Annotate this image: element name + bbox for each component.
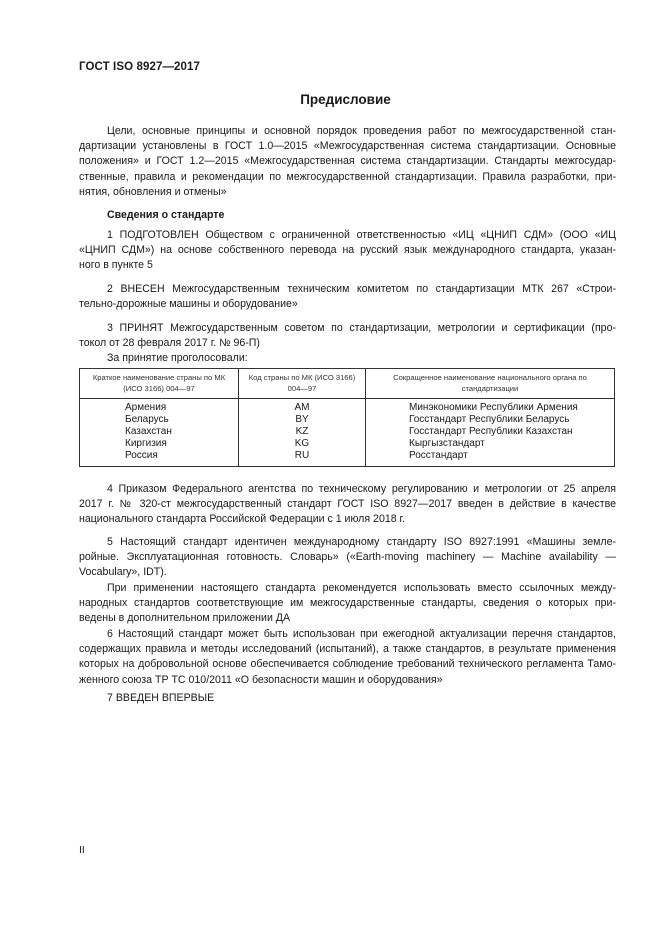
document-code: ГОСТ ISO 8927—2017 [79, 61, 201, 73]
table-header-cell: Краткое наименование страны по МК (ИСО 3166) 004—97 [80, 369, 239, 399]
country-code-cell: RU [239, 450, 366, 467]
text-line: женного союза ТР ТС 010/2011 «О безопасности машин и оборудования» [79, 673, 443, 686]
text-line: 6 Настоящий стандарт может быть использован при ежегодной актуализации перечня стандартов, [107, 628, 616, 640]
text-line: «ЦНИП СДМ») на основе собственного перевода на русский язык международного стандарта, указан- [79, 244, 616, 257]
text-line: 7 ВВЕДЕН ВПЕРВЫЕ [107, 692, 215, 704]
table-row [80, 414, 615, 426]
country-name-cell: Казахстан [80, 426, 239, 438]
item-7-paragraph [79, 691, 616, 706]
text-line: содержащих правила и методы исследований (испытаний), а также стандартов, в результате применения [79, 643, 616, 656]
text-line: токол от 28 февраля 2017 г. № 96-П) [79, 337, 260, 350]
item-2-paragraph [79, 282, 616, 312]
text-line: 2 ВНЕСЕН Межгосударственным техническим комитетом по стандартизации МТК 267 «Строи- [107, 283, 616, 295]
text-line: национального стандарта Российской Федерации с 1 июля 2018 г. [79, 513, 406, 526]
item-4-paragraph [79, 482, 616, 528]
text-line: 2017 г. № 320-ст межгосударственный стандарт ГОСТ ISO 8927—2017 введен в действие в качестве [79, 498, 616, 511]
country-name-cell: Россия [80, 450, 239, 467]
text-line: дартизации установлены в ГОСТ 1.0—2015 «Межгосударственная система стандартизации. Основные [79, 140, 616, 153]
text-line: 4 Приказом Федерального агентства по техническому регулированию и метрологии от 25 апреля [107, 483, 616, 495]
text-line: 3 ПРИНЯТ Межгосударственным советом по стандартизации, метрологии и сертификации (про- [107, 322, 616, 334]
text-line: 5 Настоящий стандарт идентичен международному стандарту ISO 8927:1991 «Машины земле- [107, 536, 616, 548]
intro-paragraph [79, 124, 616, 200]
item-1-paragraph [79, 228, 616, 274]
country-code-cell: KZ [239, 426, 366, 438]
item-5-paragraph [79, 535, 616, 626]
vote-line: За принятие проголосовали: [107, 352, 248, 365]
country-name-cell: Киргизия [80, 438, 239, 450]
standards-body-cell: Госстандарт Республики Казахстан [366, 426, 615, 438]
section-heading-text: Сведения о стандарте [107, 209, 225, 221]
country-name-cell: Беларусь [80, 414, 239, 426]
text-line: ройные. Эксплуатационная готовность. Словарь» («Earth-moving machinery — Machine availability — [79, 551, 616, 564]
section-heading [79, 208, 616, 223]
country-code-cell: BY [239, 414, 366, 426]
text-line: ственные, правила и рекомендации по межгосударственной стандартизации. Правила разработки, при- [79, 170, 616, 183]
item-3-paragraph [79, 321, 616, 367]
text-line: народных стандартов соответствующие им межгосударственные стандарты, сведения о которых при- [79, 596, 616, 609]
standards-body-cell: Кыргызстандарт [366, 438, 615, 450]
table-row [80, 399, 615, 415]
text-line: Цели, основные принципы и основной порядок проведения работ по межгосударственной стан- [107, 125, 616, 137]
table-row [80, 438, 615, 450]
table-header-cell: Сокращенное наименование национального органа по стандартизации [366, 369, 615, 399]
country-code-cell: KG [239, 438, 366, 450]
text-line: 1 ПОДГОТОВЛЕН Обществом с ограниченной ответственностью «ИЦ «ЦНИП СДМ» (ООО «ИЦ [107, 229, 616, 241]
page-number: II [79, 844, 85, 856]
text-line: которых на добровольной основе обеспечивается соблюдение требований технического регламента Тамо- [79, 658, 616, 671]
table-row [80, 426, 615, 438]
text-line: положения» и ГОСТ 1.2—2015 «Межгосударственная система стандартизации. Стандарты межгосудар- [79, 155, 616, 168]
text-line: ного в пункте 5 [79, 259, 153, 272]
table-header-cell: Код страны по МК (ИСО 3166) 004—97 [239, 369, 366, 399]
text-line: ведены в дополнительном приложении ДА [79, 612, 291, 625]
standards-body-cell: Госстандарт Республики Беларусь [366, 414, 615, 426]
text-line: При применении настоящего стандарта рекомендуется использовать вместо ссылочных между- [107, 581, 616, 594]
text-line: тельно-дорожные машины и оборудование» [79, 298, 298, 311]
text-line: Vocabulary», IDT). [79, 566, 167, 579]
text-line: нятия, обновления и отмены» [79, 185, 227, 198]
country-name-cell: Армения [80, 399, 239, 415]
standards-body-cell: Минэкономики Республики Армения [366, 399, 615, 415]
voting-table [79, 368, 615, 467]
standards-body-cell: Росстандарт [366, 450, 615, 467]
item-6-paragraph [79, 627, 616, 688]
page-title: Предисловие [300, 92, 391, 107]
table-row [80, 450, 615, 467]
country-code-cell: AM [239, 399, 366, 415]
table-header-row [80, 369, 615, 399]
